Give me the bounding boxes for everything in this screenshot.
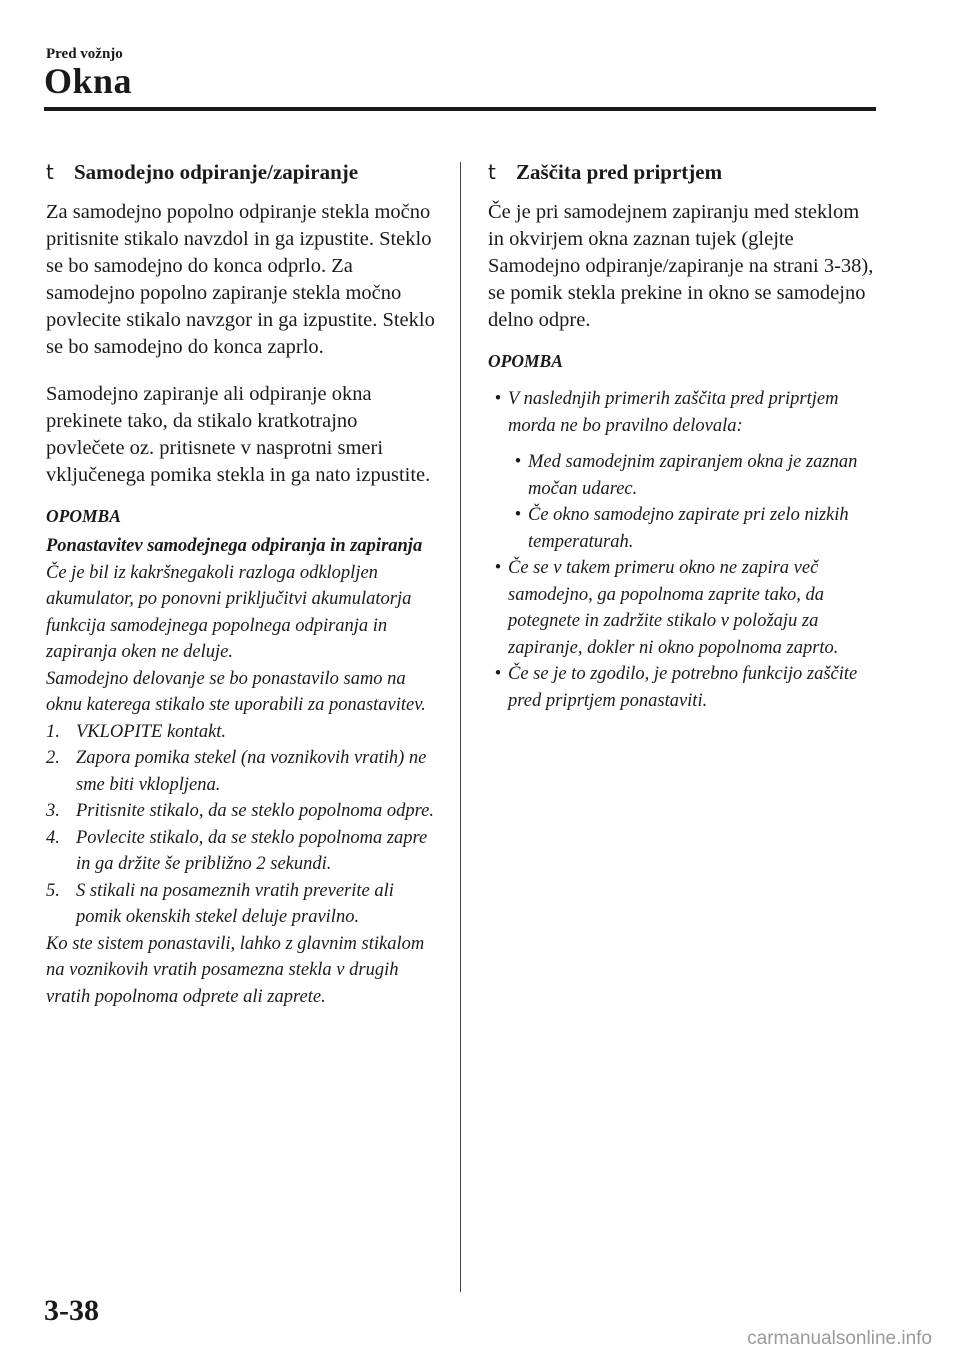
section-heading-pinch [488,160,878,185]
section-heading-auto [46,160,436,185]
list-item: • Če se je to zgodilo, je potrebno funkcijo zaščite pred priprtjem ponastaviti. [488,661,878,714]
note-text: Samodejno delovanje se bo ponastavilo samo na oknu katerega stikalo ste uporabili za ponastavitev. [46,668,426,715]
note-heading: Ponastavitev samodejnega odpiranja in zapiranja [46,536,423,556]
note-text: Ko ste sistem ponastavili, lahko z glavnim stikalom na voznikovih vratih posamezna stekla v drugih vratih popolnoma odprete ali zaprete. [46,933,425,1007]
section-marker-icon: t [488,160,496,184]
watermark: carmanualsonline.info [747,1328,932,1349]
paragraph: Za samodejno popolno odpiranje stekla močno pritisnite stikalo navzdol in ga izpustite. Steklo se bo samodejno do konca odprlo. Za samodejno popolno zapiranje stekla močno povlecite stikalo navzgor in ga izpustite. Steklo se bo samodejno do konca zaprlo. [46,201,435,358]
page-title: Okna [44,61,133,101]
reset-steps-list [46,719,436,931]
list-item: 5. S stikali na posameznih vratih preverite ali pomik okenskih stekel deluje pravilno. [46,880,394,927]
paragraph: Samodejno zapiranje ali odpiranje okna prekinete tako, da stikalo kratkotrajno povlečete oz. pritisnete v nasprotni smeri vključenega pomika stekla in ga nato izpustite. [46,383,431,486]
right-column [488,160,878,714]
note-text: Če je bil iz kakršnegakoli razloga odklopljen akumulator, po ponovni priključitvi akumulatorja funkcija samodejnega popolnega odpiranja in zapiranja oken ne deluje. [46,562,412,662]
list-item: 4. Povlecite stikalo, da se steklo popolnoma zapre in ga držite še približno 2 sekundi. [46,827,428,874]
section-marker-icon: t [46,160,54,184]
left-column [46,160,436,1010]
bullet-icon: • [514,452,522,472]
list-item: 2. Zapora pomika stekel (na voznikovih vratih) ne sme biti vklopljena. [46,748,427,795]
note-sub-list [508,449,878,555]
note-label: OPOMBA [488,351,563,371]
bullet-icon: • [494,389,502,409]
section-heading-text: Samodejno odpiranje/zapiranje [74,160,359,184]
list-item: • V naslednjih primerih zaščita pred priprtjem morda ne bo pravilno delovala: • Med samodejnim zapiranjem okna je zaznan močan udarec. • Če okno samodejno zapirate pri zelo nizkih temperaturah. [488,386,878,555]
section-label: Pred vožnjo [46,46,123,62]
page-number: 3-38 [44,1294,99,1327]
bullet-icon: • [494,558,502,578]
list-item: • Če se v takem primeru okno ne zapira več samodejno, ga popolnoma zaprite tako, da potegnete in zadržite stikalo v položaju za zapiranje, dokler ni okno popolnoma zaprto. [488,555,878,661]
list-item: 3. Pritisnite stikalo, da se steklo popolnoma odpre. [46,801,434,821]
header-rule [44,107,876,111]
note-bullet-list [488,386,878,714]
list-item: • Med samodejnim zapiranjem okna je zaznan močan udarec. [508,449,878,502]
paragraph: Če je pri samodejnem zapiranju med steklom in okvirjem okna zaznan tujek (glejte Samodejno odpiranje/zapiranje na strani 3-38), se pomik stekla prekine in okno se samodejno delno odpre. [488,201,874,331]
section-heading-text: Zaščita pred priprtjem [516,160,723,184]
bullet-icon: • [514,505,522,525]
bullet-icon: • [494,664,502,684]
list-item: • Če okno samodejno zapirate pri zelo nizkih temperaturah. [508,502,878,555]
note-label: OPOMBA [46,506,121,526]
list-item: 1. VKLOPITE kontakt. [46,721,227,742]
column-divider [460,162,461,1292]
